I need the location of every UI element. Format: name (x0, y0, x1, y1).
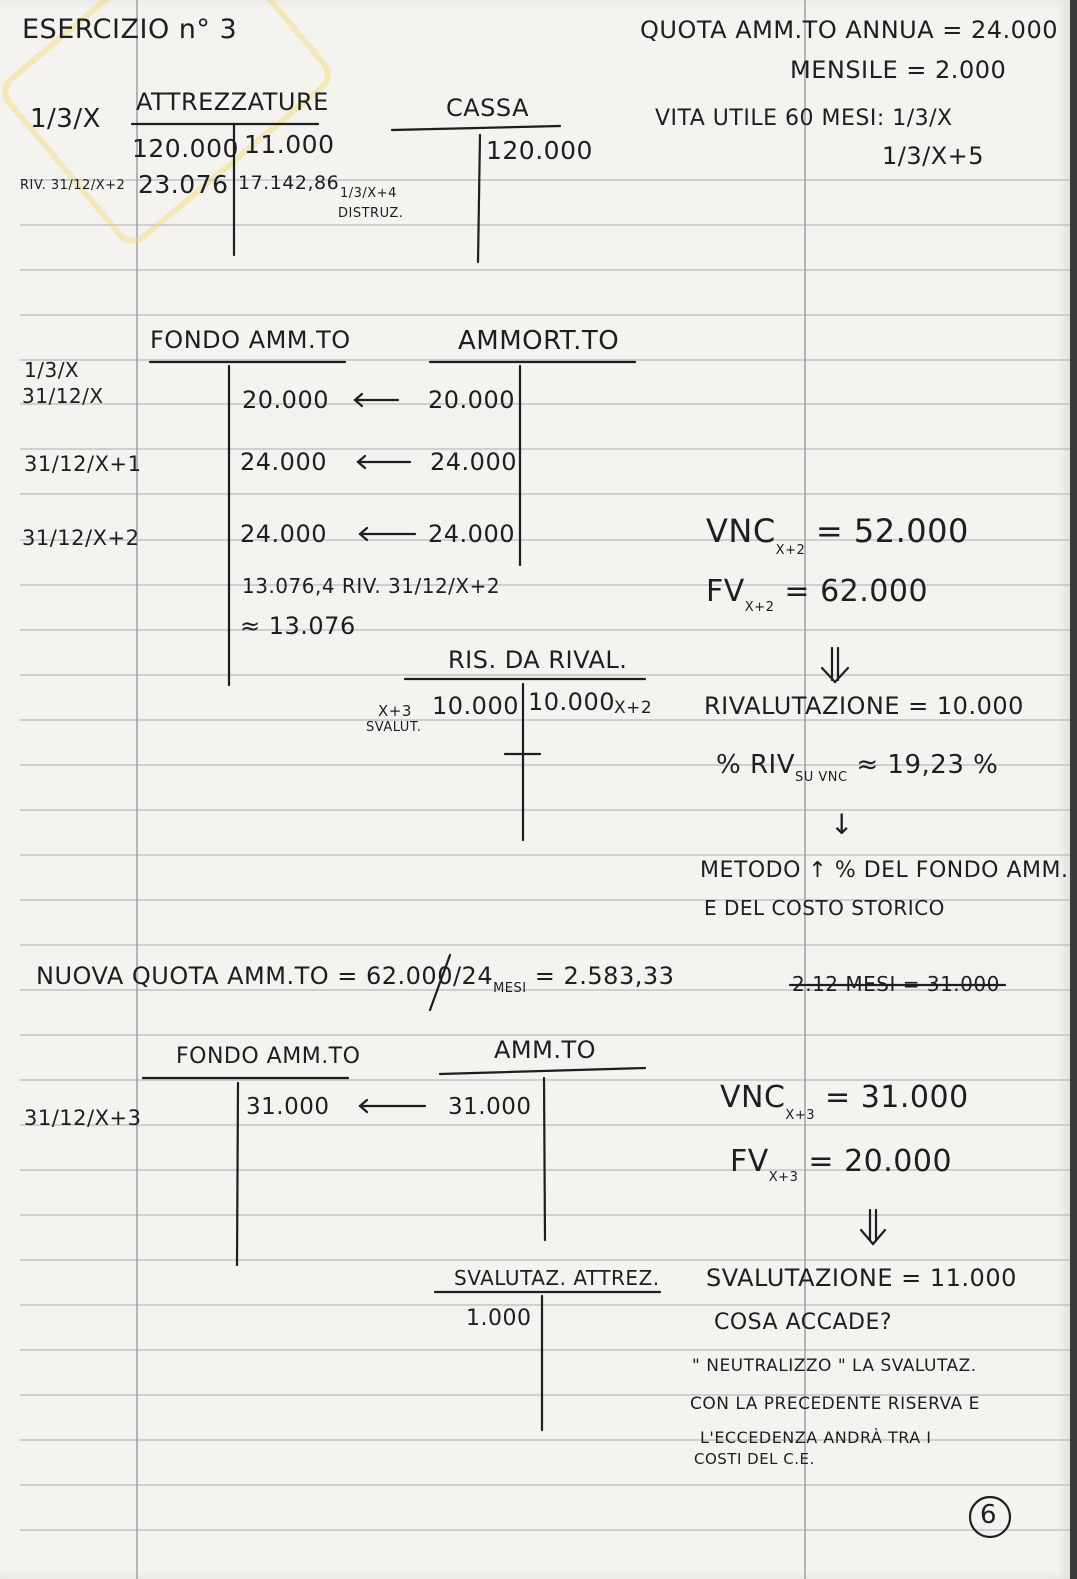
fv-sub: X+2 (744, 600, 775, 615)
fondo-riv-line: 13.076,4 RIV. 31/12/X+2 (242, 574, 501, 598)
crossed-out-calc: 2.12 MESI = 31.000 (792, 972, 1000, 996)
fv3-value: = 20.000 (808, 1144, 953, 1179)
rivalutazione: RIVALUTAZIONE = 10.000 (704, 692, 1024, 720)
svalutazione: SVALUTAZIONE = 11.000 (706, 1264, 1017, 1292)
attrezzature-note-2: DISTRUZ. (338, 206, 404, 221)
note-line-1: " NEUTRALIZZO " LA SVALUTAZ. (692, 1356, 977, 1376)
amm-x3: 31.000 (448, 1094, 532, 1120)
fondo-amm-title-2: FONDO AMM.TO (176, 1044, 361, 1069)
date-row1-b: 31/12/X (22, 384, 104, 408)
exercise-title: ESERCIZIO n° 3 (22, 14, 238, 45)
vnc3-label: VNC (720, 1080, 786, 1115)
ammort-row2: 24.000 (430, 448, 517, 476)
note-line-4: COSTI DEL C.E. (694, 1450, 815, 1468)
note-line-2: CON LA PRECEDENTE RISERVA E (690, 1394, 980, 1414)
vita-utile-fine: 1/3/X+5 (882, 142, 985, 170)
metodo-line-2: E DEL COSTO STORICO (704, 896, 945, 920)
cassa-avere: 120.000 (486, 136, 593, 165)
arrow-down: ↓ (830, 808, 854, 841)
date-row3: 31/12/X+2 (22, 526, 140, 550)
perc-riv-sub: SU VNC (795, 770, 848, 785)
attrezzature-dare-2: 23.076 (138, 170, 229, 199)
ammort-row1: 20.000 (428, 386, 515, 414)
ammort-row3: 24.000 (428, 520, 515, 548)
fondo-x3: 31.000 (246, 1094, 330, 1120)
attrezzature-title: ATTREZZATURE (136, 88, 329, 116)
perc-riv-label: % RIV (716, 750, 795, 780)
attrezzature-note-1: 1/3/X+4 (340, 186, 397, 201)
riserva-avere: 10.000 (528, 688, 615, 716)
fondo-riv-approx: ≈ 13.076 (240, 612, 356, 640)
attrezzature-avere-2: 17.142,86 (238, 172, 340, 194)
vita-utile: VITA UTILE 60 MESI: 1/3/X (655, 106, 953, 131)
riserva-avere-label: X+2 (614, 698, 653, 718)
riserva-dare: 10.000 (432, 692, 519, 720)
riserva-label-2: SVALUT. (366, 720, 422, 735)
fondo-row3: 24.000 (240, 520, 327, 548)
vnc3-sub: X+3 (785, 1108, 815, 1123)
fv3-sub: X+3 (768, 1170, 799, 1185)
date-row2: 31/12/X+1 (24, 452, 142, 476)
nuova-quota (36, 962, 675, 996)
quota-annua: QUOTA AMM.TO ANNUA = 24.000 (640, 16, 1058, 44)
metodo-line-1: METODO ↑ % DEL FONDO AMM. (700, 858, 1069, 883)
attrezzature-dare-1: 120.000 (132, 134, 239, 163)
vnc-sub: X+2 (775, 543, 806, 558)
page-number: 6 (980, 1500, 998, 1530)
fondo-row2: 24.000 (240, 448, 327, 476)
perc-riv-value: ≈ 19,23 % (856, 750, 999, 780)
fv3-label: FV (730, 1144, 769, 1179)
nuova-quota-sub: MESI (493, 981, 527, 996)
vnc-x3 (720, 1080, 969, 1123)
fondo-row1: 20.000 (242, 386, 329, 414)
perc-riv (716, 750, 999, 785)
vnc-label: VNC (706, 512, 776, 550)
cosa-accade: COSA ACCADE? (714, 1310, 893, 1335)
svalutaz-value: 1.000 (466, 1306, 532, 1331)
nuova-quota-text: NUOVA QUOTA AMM.TO = 62.000/24 (36, 962, 494, 990)
cassa-title: CASSA (446, 94, 530, 122)
date-row1-a: 1/3/X (24, 358, 80, 382)
note-line-3: L'ECCEDENZA ANDRÀ TRA I (700, 1428, 932, 1447)
date-x3: 31/12/X+3 (24, 1106, 142, 1130)
svalutaz-title: SVALUTAZ. ATTREZ. (454, 1266, 660, 1290)
quota-mensile: MENSILE = 2.000 (790, 56, 1007, 84)
fv-label: FV (706, 574, 745, 609)
date-riv: RIV. 31/12/X+2 (20, 178, 126, 193)
nuova-quota-result: = 2.583,33 (534, 962, 675, 990)
ammort-title: AMMORT.TO (458, 326, 620, 356)
fondo-amm-title: FONDO AMM.TO (150, 326, 351, 354)
vnc-value: = 52.000 (815, 512, 969, 550)
fv-x2 (706, 574, 929, 615)
fv-value: = 62.000 (784, 574, 929, 609)
riserva-label-1: X+3 (378, 702, 412, 720)
vnc-x2 (706, 512, 969, 558)
attrezzature-avere-1: 11.000 (244, 130, 335, 159)
amm-title-2: AMM.TO (494, 1036, 597, 1064)
riserva-title: RIS. DA RIVAL. (448, 646, 628, 674)
vnc3-value: = 31.000 (825, 1080, 969, 1115)
fv-x3 (730, 1144, 953, 1185)
date-1-3-x: 1/3/X (30, 104, 101, 134)
